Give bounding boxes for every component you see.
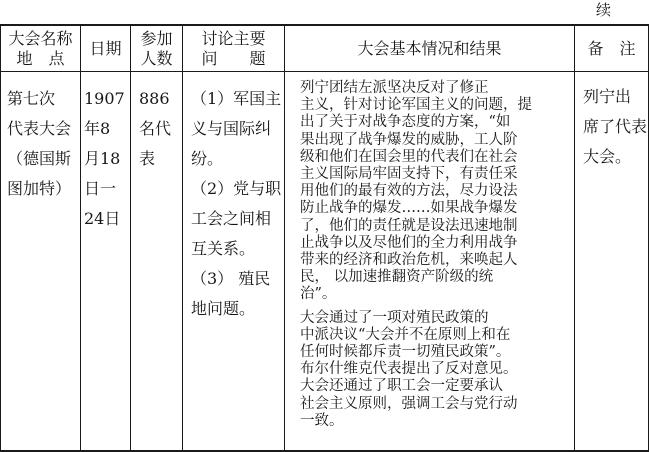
results-line: 了，他们的责任就是设法迅速地制 [300,217,518,234]
table-row [1,72,649,452]
date-line: 日一 [84,179,117,198]
header-row [1,25,649,72]
results-paragraph [300,378,568,430]
header-name-place [1,25,81,72]
header-attendees [131,25,183,72]
results-line: 果出现了战争爆发的威胁，工人阶 [300,131,518,148]
cell-date [81,72,131,452]
header-attendees-line-2: 人数 [140,48,173,68]
header-results [285,25,575,72]
topics-line: 地问题。 [191,299,256,318]
remarks-line: 席了代表 [583,117,648,136]
results-line: 出了关于对战争态度的方案，“如 [300,114,511,131]
name-place-line: 图加特） [7,179,72,198]
results-line: 治”。 [300,286,337,303]
results-line: 用他们的最有效的方法，尽力设法 [300,183,518,200]
topics-line: 互关系。 [191,239,256,258]
attendees-line: 表 [139,149,156,168]
results-line: 民， 以加速推翻资产阶级的统 [300,269,494,286]
header-remarks-line: 备 注 [587,38,636,58]
header-topics-line-2: 问 题 [201,48,266,68]
results-line: 列宁团结左派坚决反对了修正 [300,80,489,96]
results-line: 防止战争的爆发……如果战争爆发 [300,200,518,217]
results-line: 布尔什维克代表提出了反对意见。 [300,361,518,378]
remarks-line: 大会。 [583,147,632,166]
topics-line: 义与国际纠 [191,119,272,138]
cell-results [285,72,575,452]
results-line: 大会还通过了职工会一定要承认 [300,378,503,395]
topics-line: 纷。 [191,149,224,168]
congress-table [0,24,649,452]
attendees-line: 名代 [139,119,172,138]
cell-attendees [131,72,183,452]
date-line: 月18 [84,149,121,168]
header-date [81,25,131,72]
header-results-line: 大会基本情况和结果 [357,38,502,58]
remarks-line: 列宁出 [583,87,632,106]
cell-remarks [575,72,649,452]
attendees-line: 886 [139,89,170,108]
topics-line: （1）军国主 [191,89,282,108]
results-line: 大会通过了一项对殖民政策的 [300,309,489,326]
header-topics [183,25,285,72]
results-line: 主义，针对讨论军国主义的问题，提 [300,97,532,114]
topics-line: （2）党与职 [191,179,282,198]
results-paragraph [300,310,568,379]
results-line: 主义国际局牢固支持下，有责任采 [300,166,518,183]
results-line: 一致。 [300,412,344,429]
results-line: 任何时候都斥责一切殖民政策”。 [300,344,511,361]
header-date-line: 日期 [89,38,122,58]
header-remarks [575,25,649,72]
header-attendees-line-1: 参加 [140,28,173,48]
name-place-line: 代表大会 [7,119,72,138]
results-line: 止战争以及尽他们的全力利用战争 [300,234,518,251]
cell-topics [183,72,285,452]
topics-line: （3） 殖民 [191,269,271,288]
name-place-line: 第七次 [7,89,56,108]
continued-mark: 续 [596,1,612,19]
header-name-line: 大会名称 [8,28,73,48]
name-place-line: （德国斯 [7,149,72,168]
results-line: 带来的经济和政治危机，来唤起人 [300,252,518,269]
header-place-line: 地 点 [16,48,65,68]
results-line: 社会主义原则，强调工会与党行动 [300,395,518,412]
results-line: 中派决议“大会并不在原则上和在 [300,326,511,343]
results-paragraph [300,80,568,304]
header-topics-line-1: 讨论主要 [201,28,266,48]
date-line: 1907 [84,89,125,108]
date-line: 年8 [84,119,111,138]
topics-line: 工会之间相 [191,209,272,228]
cell-name-place [1,72,81,452]
date-line: 24日 [84,209,121,228]
results-line: 级和他们在国会里的代表们在社会 [300,148,518,165]
